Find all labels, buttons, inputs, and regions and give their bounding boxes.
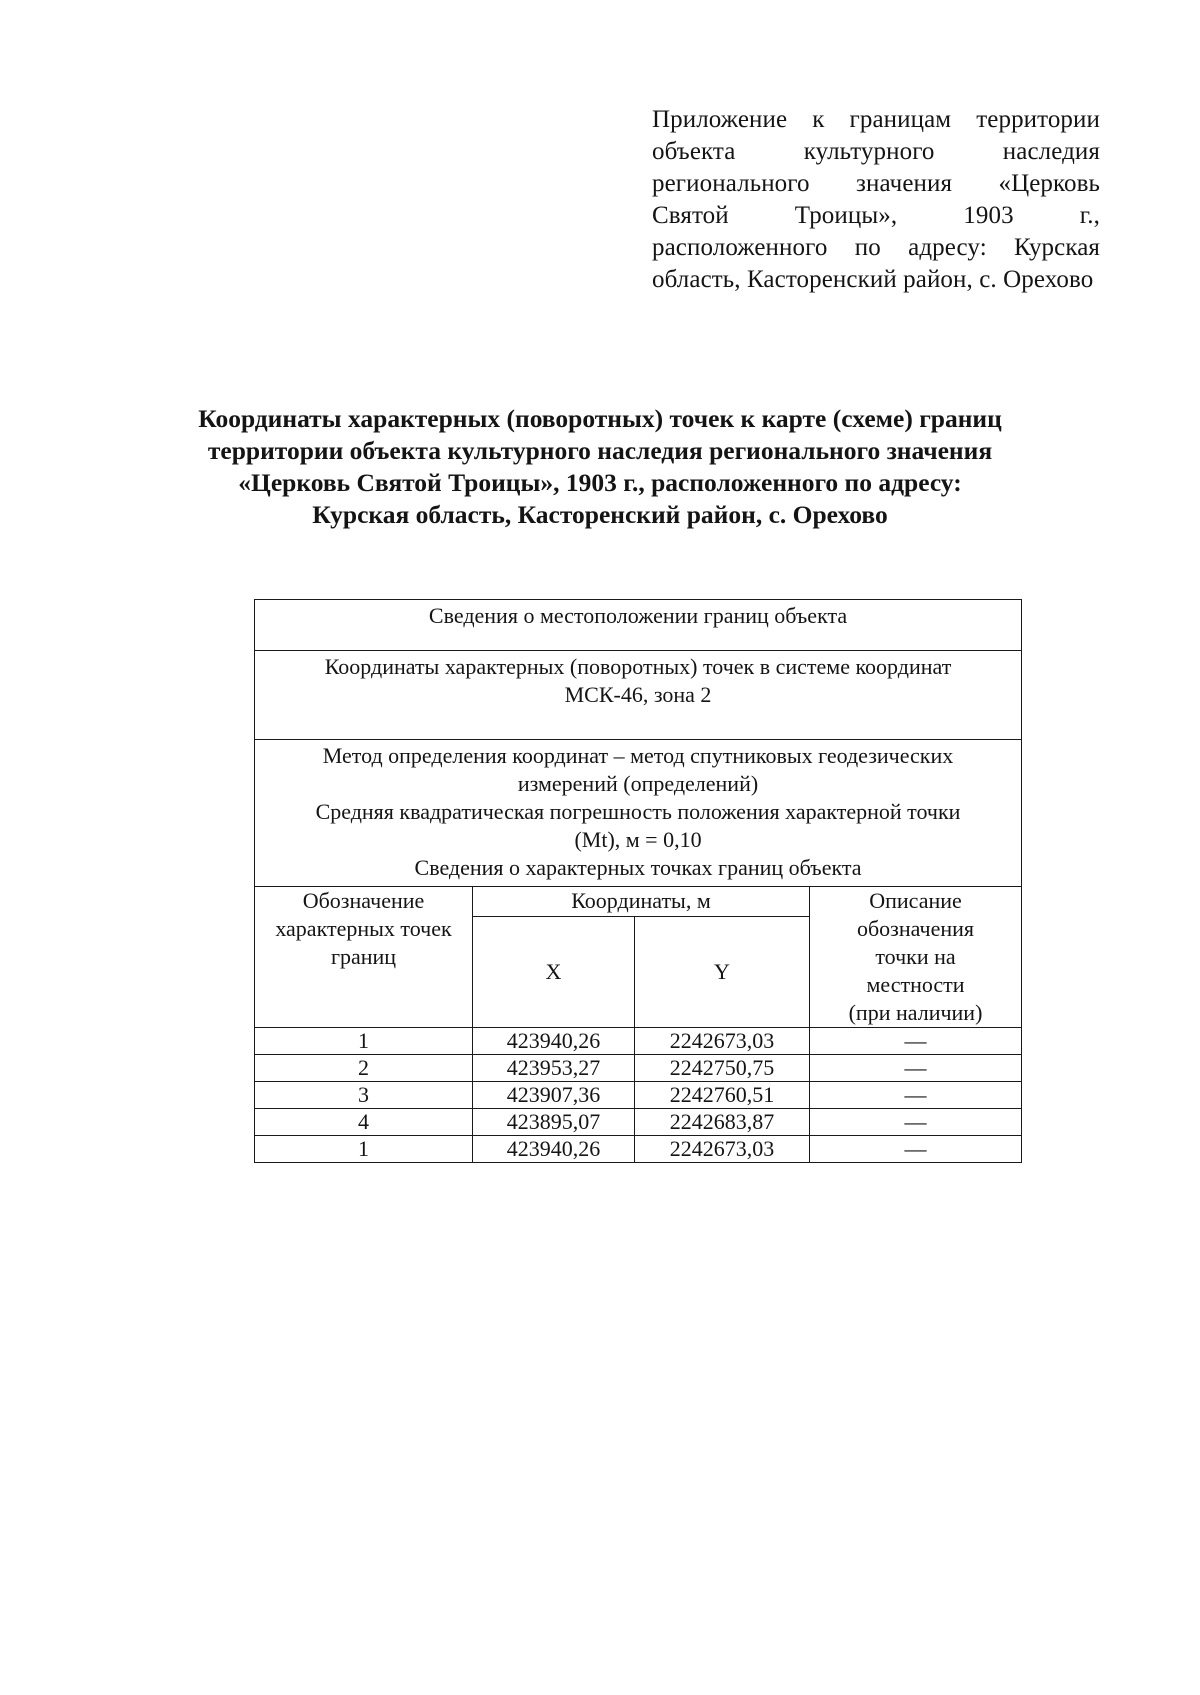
column-header-point bbox=[255, 887, 473, 1028]
header-system-line: МСК-46, зона 2 bbox=[564, 682, 712, 707]
title-line: Координаты характерных (поворотных) точек к карте (схеме) границ bbox=[198, 404, 1002, 433]
cell-y: 2242750,75 bbox=[635, 1055, 810, 1082]
cell-description: — bbox=[810, 1055, 1022, 1082]
table-row bbox=[255, 1055, 1022, 1082]
column-header-description-line: (при наличии) bbox=[848, 1000, 983, 1025]
cell-x: 423907,36 bbox=[473, 1082, 635, 1109]
annex-note: Приложение к границам территории объекта культурного наследия регионального значения «Церковь Святой Троицы», 1903 г., расположенного по адресу: Курская область, Касторенский район, с. Орехово bbox=[652, 106, 1100, 293]
cell-point: 4 bbox=[255, 1109, 473, 1136]
column-header-description-line: местности bbox=[866, 972, 965, 997]
column-header-y: Y bbox=[635, 916, 810, 1027]
title-line: «Церковь Святой Троицы», 1903 г., расположенного по адресу: bbox=[238, 468, 962, 497]
table-method-block bbox=[255, 740, 1022, 887]
cell-y: 2242673,03 bbox=[635, 1136, 810, 1163]
points-info-line: Сведения о характерных точках границ объекта bbox=[414, 855, 862, 880]
cell-x: 423940,26 bbox=[473, 1136, 635, 1163]
column-header-x: X bbox=[473, 916, 635, 1027]
cell-description: — bbox=[810, 1109, 1022, 1136]
method-line: Метод определения координат – метод спутниковых геодезических bbox=[322, 743, 954, 768]
column-header-description-line: обозначения bbox=[856, 916, 975, 941]
cell-description: — bbox=[810, 1082, 1022, 1109]
cell-description: — bbox=[810, 1136, 1022, 1163]
column-header-coords-text: Координаты, м bbox=[571, 888, 711, 913]
cell-point: 2 bbox=[255, 1055, 473, 1082]
title-line: Курская область, Касторенский район, с. Орехово bbox=[312, 500, 888, 529]
cell-point: 3 bbox=[255, 1082, 473, 1109]
cell-y: 2242673,03 bbox=[635, 1028, 810, 1055]
accuracy-line: Средняя квадратическая погрешность положения характерной точки bbox=[315, 799, 961, 824]
accuracy-line: (Mt), м = 0,10 bbox=[574, 827, 702, 852]
cell-x: 423953,27 bbox=[473, 1055, 635, 1082]
table-header-location bbox=[255, 600, 1022, 651]
cell-y: 2242683,87 bbox=[635, 1109, 810, 1136]
table-header-system bbox=[255, 651, 1022, 740]
method-line: измерений (определений) bbox=[517, 771, 759, 796]
column-header-description-line: точки на bbox=[875, 944, 956, 969]
header-system-line: Координаты характерных (поворотных) точек в системе координат bbox=[324, 654, 952, 679]
cell-x: 423895,07 bbox=[473, 1109, 635, 1136]
column-header-point-line: границ bbox=[330, 944, 397, 969]
coordinates-table bbox=[254, 599, 1022, 1163]
table-row bbox=[255, 1136, 1022, 1163]
table-row bbox=[255, 1109, 1022, 1136]
table-row bbox=[255, 1082, 1022, 1109]
column-header-coords bbox=[473, 887, 810, 917]
header-location-text: Сведения о местоположении границ объекта bbox=[428, 603, 848, 628]
cell-description: — bbox=[810, 1028, 1022, 1055]
column-header-point-line: характерных точек bbox=[275, 916, 452, 941]
document-title bbox=[120, 403, 1080, 531]
cell-y: 2242760,51 bbox=[635, 1082, 810, 1109]
column-header-description-line: Описание bbox=[869, 888, 962, 913]
cell-point: 1 bbox=[255, 1028, 473, 1055]
column-header-point-line: Обозначение bbox=[302, 888, 425, 913]
cell-x: 423940,26 bbox=[473, 1028, 635, 1055]
cell-point: 1 bbox=[255, 1136, 473, 1163]
table-row bbox=[255, 1028, 1022, 1055]
title-line: территории объекта культурного наследия регионального значения bbox=[207, 436, 993, 465]
column-header-description bbox=[810, 887, 1022, 1028]
